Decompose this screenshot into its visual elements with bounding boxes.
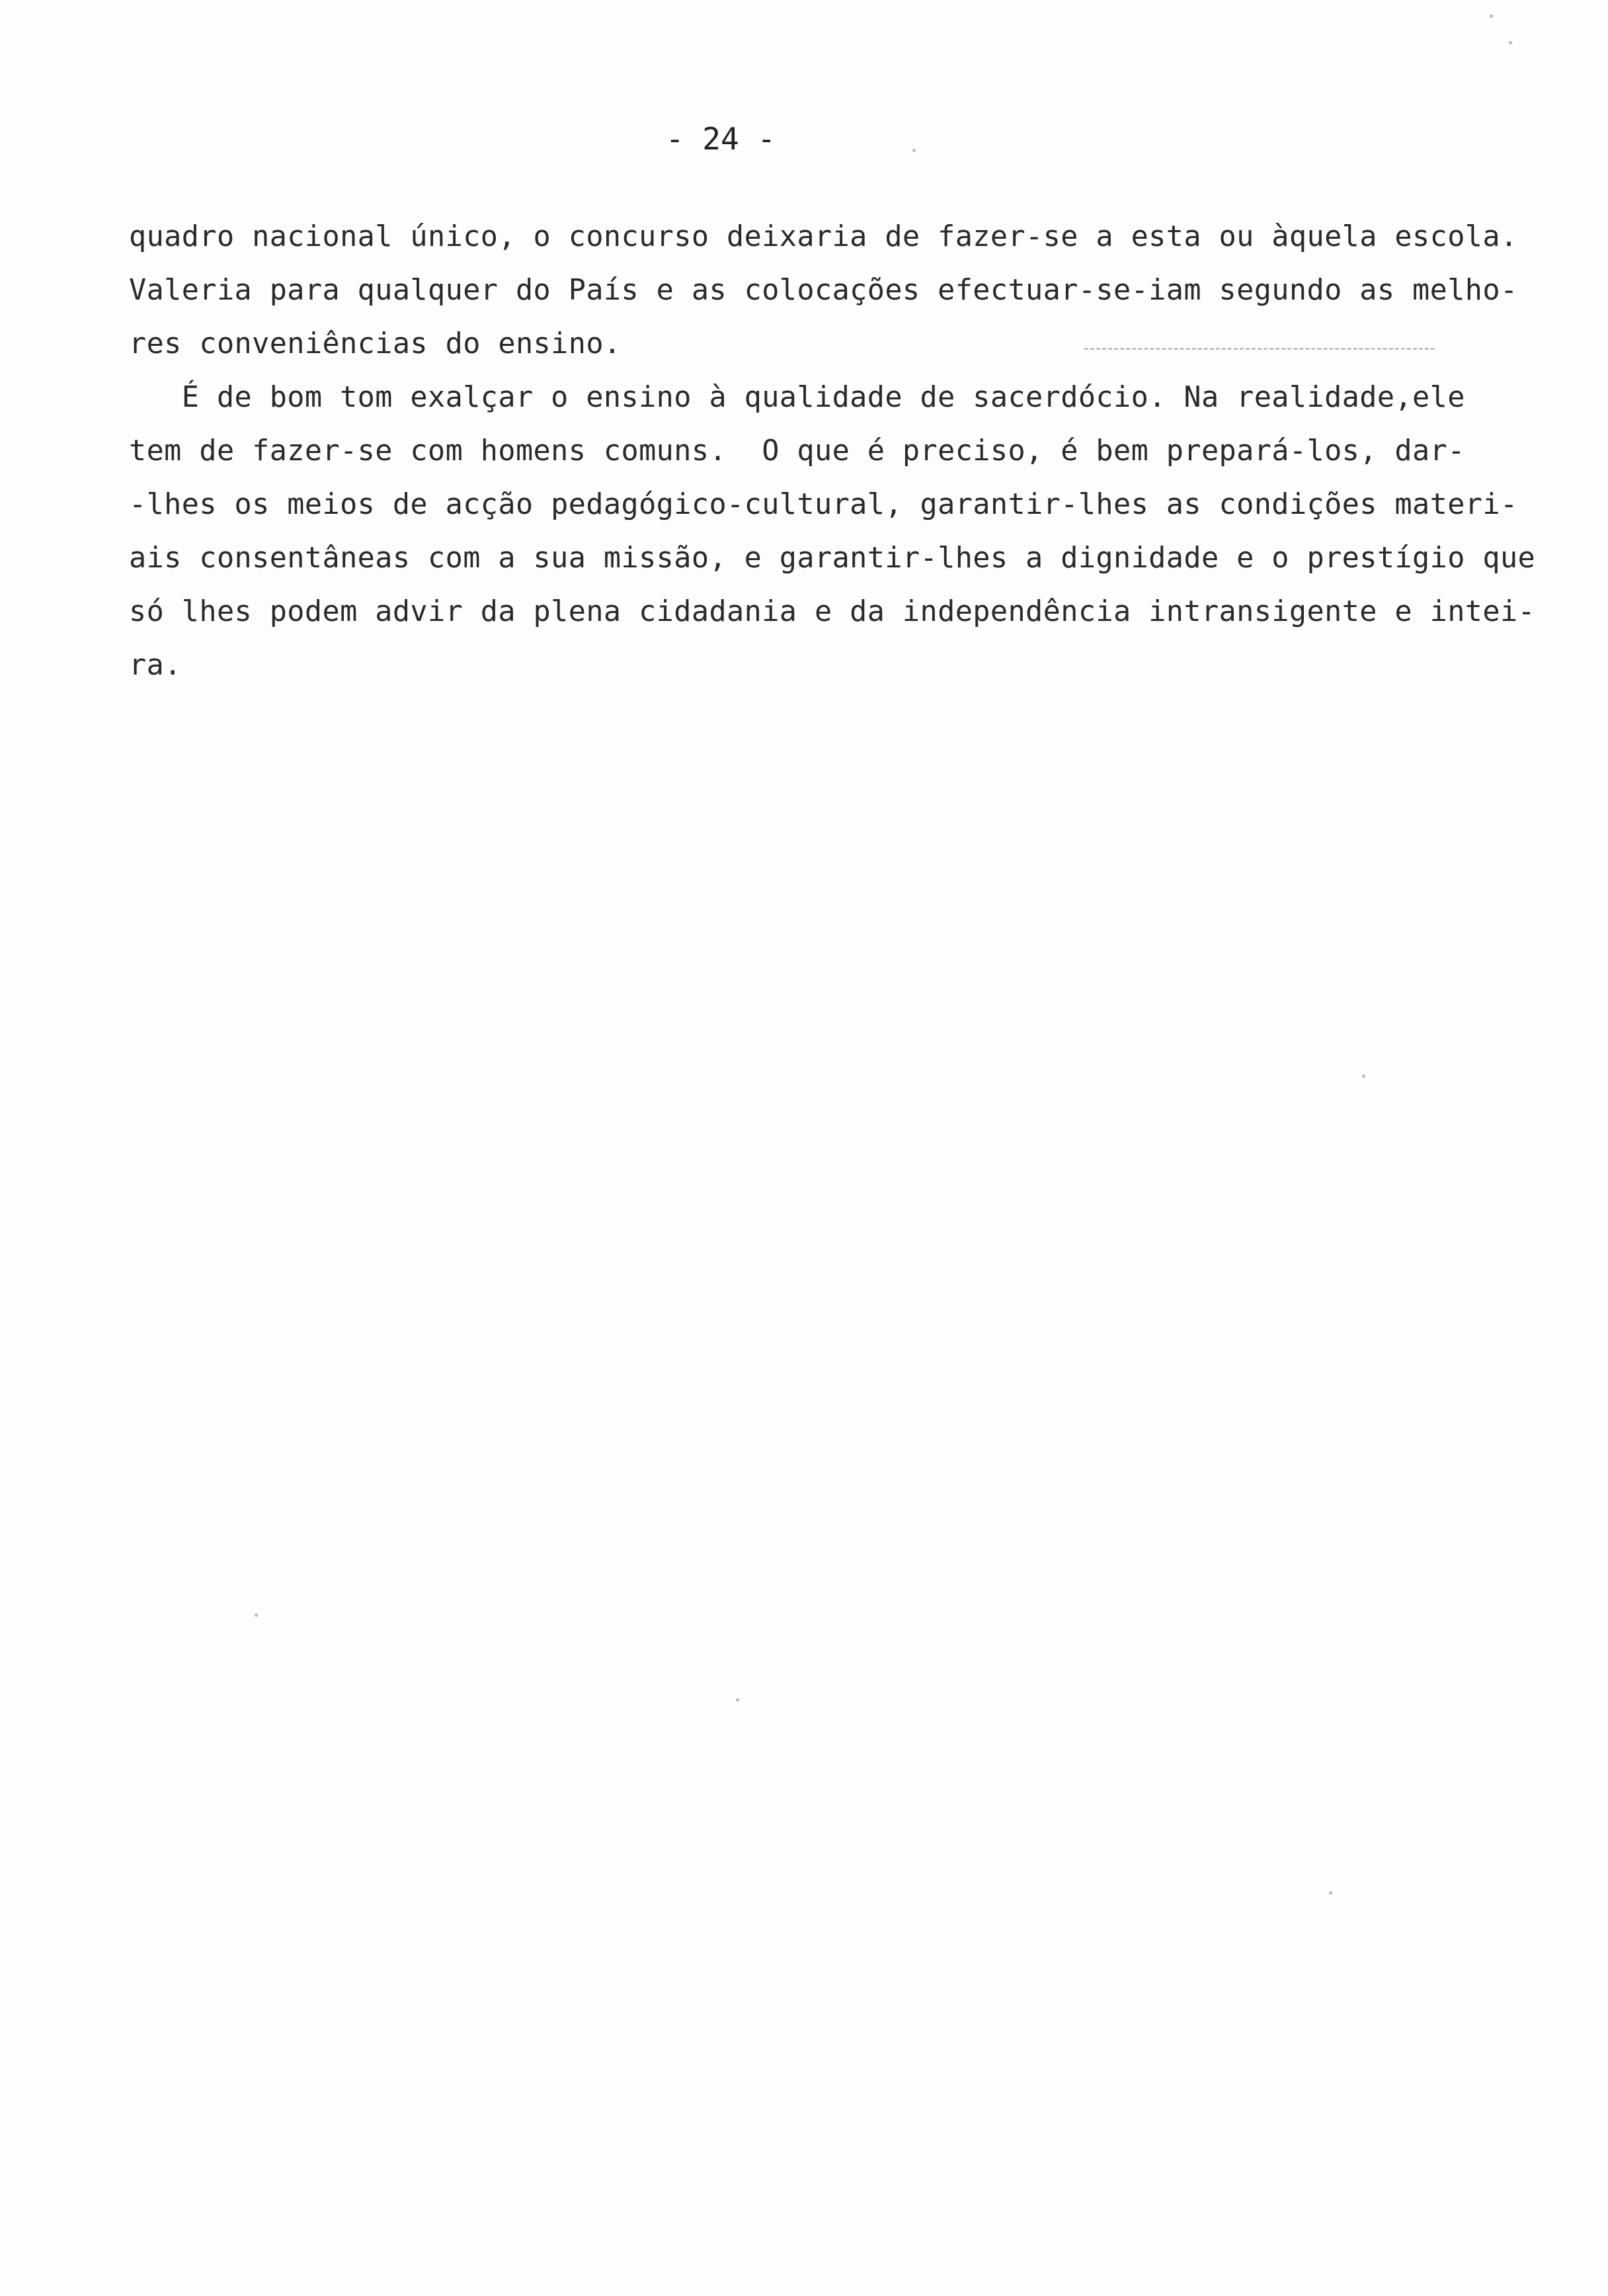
text-line: ra. bbox=[129, 649, 182, 682]
paper-speck bbox=[736, 1698, 739, 1702]
paragraph-2 bbox=[129, 371, 1536, 692]
paper-speck bbox=[1509, 41, 1512, 44]
text-line: só lhes podem advir da plena cidadania e da independência intransigente e intei- bbox=[129, 595, 1536, 628]
body-text bbox=[129, 210, 1536, 692]
dashed-strike-mark bbox=[1084, 344, 1435, 350]
paper-speck bbox=[912, 149, 916, 152]
paper-speck bbox=[1490, 15, 1493, 18]
paper-speck bbox=[1362, 1075, 1365, 1078]
paper-speck bbox=[1329, 1891, 1332, 1895]
text-line: res conveniências do ensino. bbox=[129, 327, 622, 360]
text-line: tem de fazer-se com homens comuns. O que é preciso, é bem prepará-los, dar- bbox=[129, 434, 1465, 468]
text-line: ais consentâneas com a sua missão, e garantir-lhes a dignidade e o prestígio que bbox=[129, 542, 1536, 575]
text-line: Valeria para qualquer do País e as colocações efectuar-se-iam segundo as melho- bbox=[129, 274, 1518, 307]
page-number: - 24 - bbox=[665, 121, 776, 157]
text-line: É de bom tom exalçar o ensino à qualidade de sacerdócio. Na realidade,ele bbox=[129, 381, 1465, 414]
text-line: quadro nacional único, o concurso deixaria de fazer-se a esta ou àquela escola. bbox=[129, 220, 1518, 253]
paper-speck bbox=[255, 1614, 258, 1617]
text-line: -lhes os meios de acção pedagógico-cultural, garantir-lhes as condições materi- bbox=[129, 488, 1518, 521]
